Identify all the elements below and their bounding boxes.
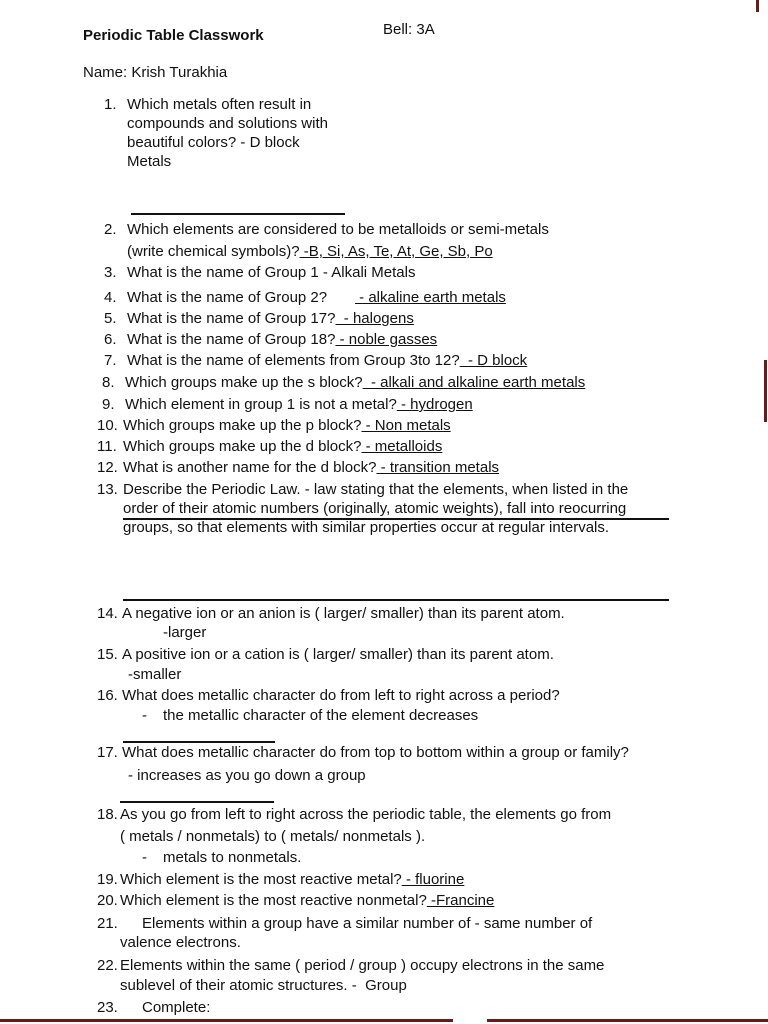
table-border-bottom (487, 1019, 768, 1022)
q10-answer: - Non metals (361, 417, 451, 434)
q22-line2: sublevel of their atomic structures. - Group (120, 977, 407, 994)
q16-answer: the metallic character of the element decreases (163, 707, 479, 724)
q8-answer: - alkali and alkaline earth metals (362, 374, 586, 391)
q20-answer: -Francine (426, 892, 495, 909)
q1-line: compounds and solutions with (127, 115, 328, 132)
q10-number: 10. (97, 417, 118, 434)
table-border-edge (756, 0, 759, 12)
q14-answer: -larger (163, 624, 207, 641)
answer-rule (120, 801, 274, 803)
q20-line (120, 892, 494, 910)
q9-text: Which element in group 1 is not a metal? (125, 396, 397, 413)
q20-text: Which element is the most reactive nonmetal? (120, 892, 427, 909)
q4-number: 4. (104, 289, 117, 306)
q13-number: 13. (97, 481, 118, 498)
q10-text: Which groups make up the p block? (123, 417, 362, 434)
q9-number: 9. (102, 396, 115, 413)
q6-text: What is the name of Group 18? (127, 331, 336, 348)
q5-number: 5. (104, 310, 117, 327)
q11-text: Which groups make up the d block? (123, 438, 362, 455)
q19-line (120, 871, 464, 889)
q17-answer: - increases as you go down a group (128, 767, 366, 784)
q14-text: A negative ion or an anion is ( larger/ smaller) than its parent atom. (122, 605, 565, 622)
q18-line2: ( metals / nonmetals) to ( metals/ nonmetals ). (120, 828, 426, 845)
q20-number: 20. (97, 892, 118, 909)
q19-text: Which element is the most reactive metal? (120, 871, 402, 888)
q6-number: 6. (104, 331, 117, 348)
q17-number: 17. (97, 744, 118, 761)
q19-answer: - fluorine (401, 871, 465, 888)
q3-number: 3. (104, 264, 117, 281)
q22-line1: Elements within the same ( period / group ) occupy electrons in the same (120, 957, 605, 974)
q16-number: 16. (97, 687, 118, 704)
q23-text: Complete: (142, 999, 211, 1016)
answer-rule (123, 741, 275, 743)
q21-line2: valence electrons. (120, 934, 241, 951)
q12-text: What is another name for the d block? (123, 459, 377, 476)
q6-line (127, 331, 437, 349)
q6-answer: - noble gasses (335, 331, 438, 348)
q7-answer: - D block (459, 352, 528, 369)
q9-line (125, 396, 473, 414)
q1-line: beautiful colors? - D block (127, 134, 300, 151)
q1-line: Metals (127, 153, 172, 170)
q14-number: 14. (97, 605, 118, 622)
q13-line1: Describe the Periodic Law. - law stating that the elements, when listed in the (123, 481, 629, 498)
q18-dash: - (142, 849, 147, 866)
q9-answer: - hydrogen (396, 396, 473, 413)
answer-rule (123, 599, 669, 601)
q18-number: 18. (97, 806, 118, 823)
q18-answer: metals to nonmetals. (163, 849, 302, 866)
q11-number: 11. (97, 438, 117, 455)
q13-line3: groups, so that elements with similar properties occur at regular intervals. (123, 519, 610, 536)
q7-line (127, 352, 527, 370)
q2-answer: -B, Si, As, Te, At, Ge, Sb, Po (299, 243, 493, 260)
q4-answer: - alkaline earth metals (355, 289, 506, 306)
q12-line (123, 459, 499, 477)
q4-text: What is the name of Group 2? (127, 289, 328, 306)
q18-line1: As you go from left to right across the periodic table, the elements go from (120, 806, 612, 823)
q5-line (127, 310, 414, 328)
q5-answer: - halogens (335, 310, 414, 327)
q12-answer: - transition metals (376, 459, 500, 476)
worksheet-title: Periodic Table Classwork (83, 27, 264, 44)
q2-line1: Which elements are considered to be metalloids or semi-metals (127, 221, 549, 238)
q15-answer: -smaller (128, 666, 182, 683)
q7-text: What is the name of elements from Group 3to 12? (127, 352, 460, 369)
q1-number: 1. (104, 96, 117, 113)
q8-text: Which groups make up the s block? (125, 374, 363, 391)
answer-rule (131, 213, 345, 215)
q19-number: 19. (97, 871, 118, 888)
q21-line1: Elements within a group have a similar number of - same number of (142, 915, 593, 932)
student-name: Name: Krish Turakhia (83, 64, 228, 81)
q21-number: 21. (97, 915, 118, 932)
q11-answer: - metalloids (361, 438, 443, 455)
q8-number: 8. (102, 374, 115, 391)
q16-dash: - (142, 707, 147, 724)
q22-number: 22. (97, 957, 118, 974)
q23-number: 23. (97, 999, 118, 1016)
q11-line (123, 438, 442, 456)
q16-text: What does metallic character do from left to right across a period? (122, 687, 560, 704)
q2-number: 2. (104, 221, 117, 238)
q5-text: What is the name of Group 17? (127, 310, 336, 327)
q10-line (123, 417, 451, 435)
q2-line2 (127, 243, 493, 261)
bell-label: Bell: 3A (383, 21, 435, 38)
q17-text: What does metallic character do from top to bottom within a group or family? (122, 744, 629, 761)
table-border-bottom (0, 1019, 453, 1022)
q15-text: A positive ion or a cation is ( larger/ smaller) than its parent atom. (122, 646, 554, 663)
q15-number: 15. (97, 646, 118, 663)
q13-line2: order of their atomic numbers (originally, atomic weights), fall into reocurring (123, 500, 627, 517)
q8-line (125, 374, 585, 392)
q3-text: What is the name of Group 1 - Alkali Metals (127, 264, 416, 281)
table-border-edge (764, 360, 767, 422)
q12-number: 12. (97, 459, 118, 476)
q2-question: (write chemical symbols)? (127, 243, 300, 260)
q7-number: 7. (104, 352, 117, 369)
q1-line: Which metals often result in (127, 96, 312, 113)
